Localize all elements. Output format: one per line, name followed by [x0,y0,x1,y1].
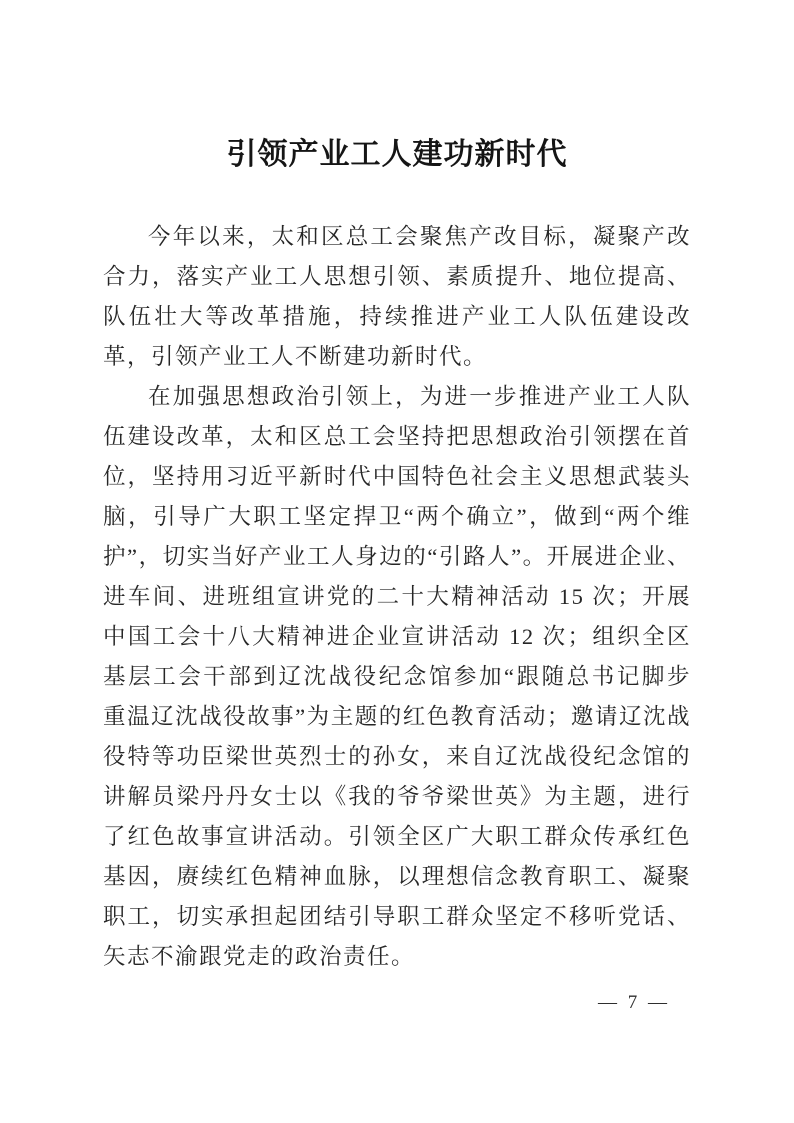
paragraph-2-lead-in: 在加强思想政治引领上， [148,384,420,409]
paragraph [103,217,691,377]
paragraph [103,377,691,977]
paragraph-1-text: 今年以来，太和区总工会聚焦产改目标，凝聚产改合力，落实产业工人思想引领、素质提升、地位提高、队伍壮大等改革措施，持续推进产业工人队伍建设改革，引领产业工人不断建功新时代。 [103,224,691,369]
paragraph-2-text: 为进一步推进产业工人队伍建设改革，太和区总工会坚持把思想政治引领摆在首位，坚持用习近平新时代中国特色社会主义思想武装头脑，引导广大职工坚定捍卫“两个确立”，做到“两个维护”，切实当好产业工人身边的“引路人”。开展进企业、进车间、进班组宣讲党的二十大精神活动 15 次；开展中国工会十八大精神进企业宣讲活动 12 次；组织全区基层工会干部到辽沈战役纪念馆参加“跟随总书记脚步 重温辽沈战役故事”为主题的红色教育活动；邀请辽沈战役特等功臣梁世英烈士的孙女，来自辽沈战役纪念馆的讲解员梁丹丹女士以《我的爷爷梁世英》为主题，进行了红色故事宣讲活动。引领全区广大职工群众传承红色基因，赓续红色精神血脉，以理想信念教育职工、凝聚职工，切实承担起团结引导职工群众坚定不移听党话、矢志不渝跟党走的政治责任。 [103,384,691,969]
document-body [103,217,691,977]
page-number: — 7 — [598,992,670,1013]
document-title: 引领产业工人建功新时代 [226,138,568,171]
